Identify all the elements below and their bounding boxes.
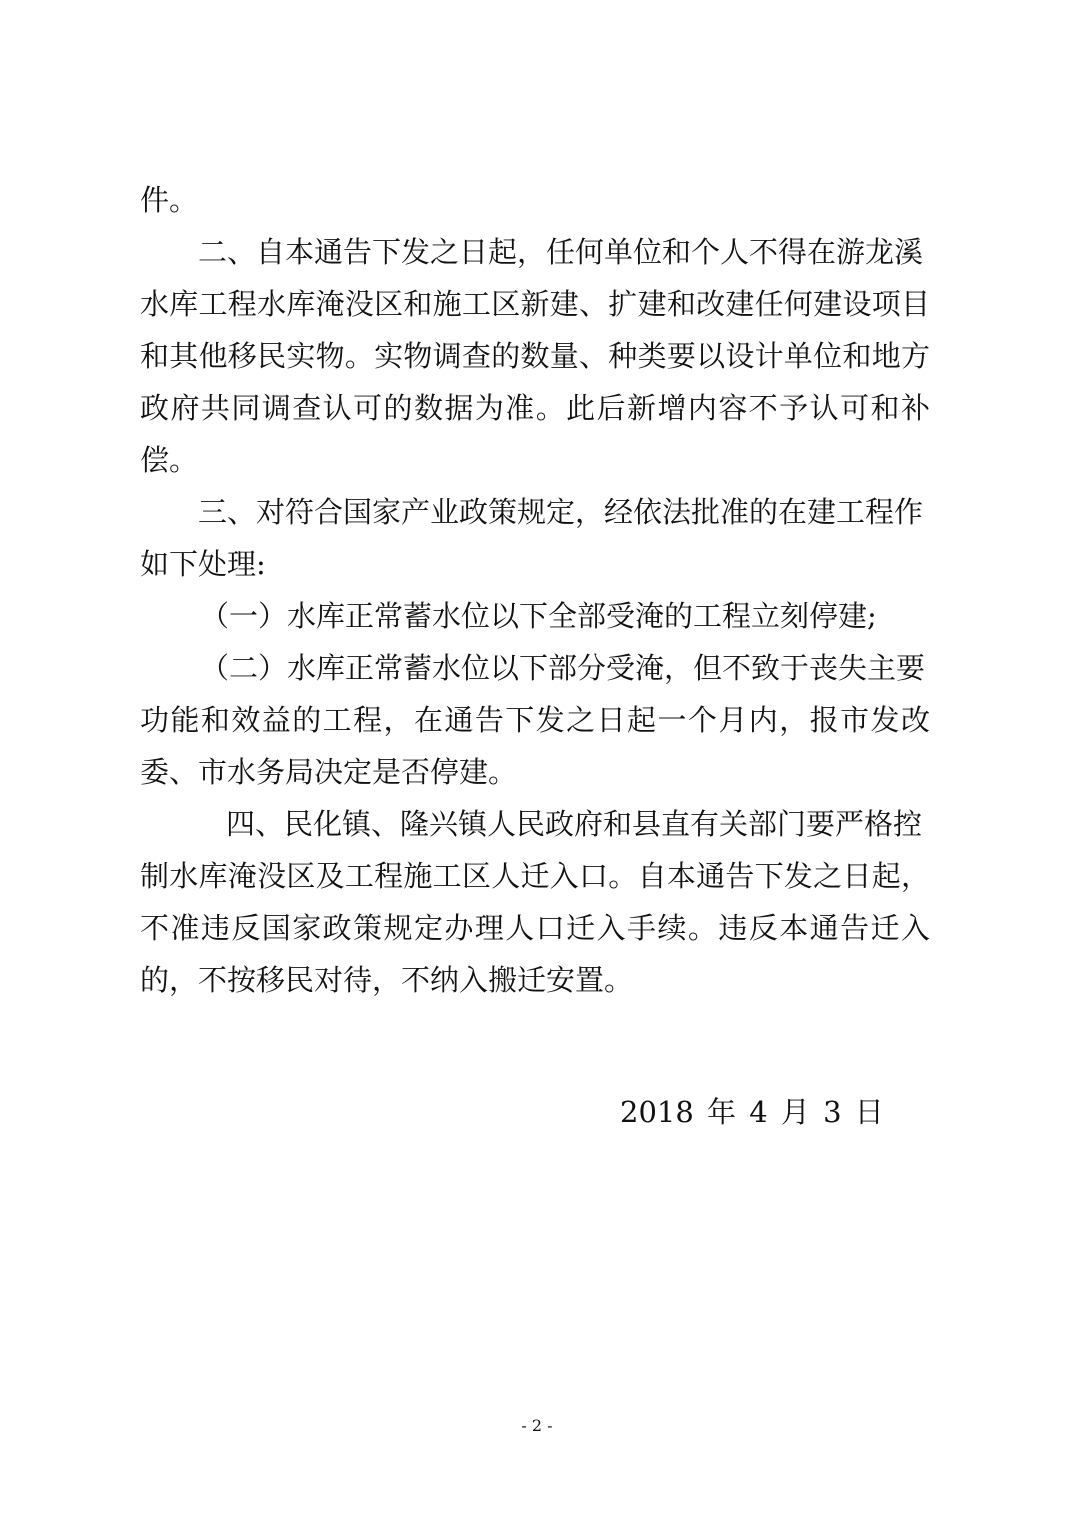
paragraph-6-line-1: 四、民化镇、隆兴镇人民政府和县直有关部门要严格控 xyxy=(226,807,923,841)
paragraph-5-line-2: 功能和效益的工程，在通告下发之日起一个月内，报市发改 xyxy=(140,703,930,737)
paragraph-2-line-5: 偿。 xyxy=(140,443,199,477)
paragraph-3-line-1: 三、对符合国家产业政策规定，经依法批准的在建工程作 xyxy=(198,495,924,529)
paragraph-6-line-2: 制水库淹没区及工程施工区人迁入口。自本通告下发之日起， xyxy=(140,859,930,893)
paragraph-2-line-4: 政府共同调查认可的数据为准。此后新增内容不予认可和补 xyxy=(140,391,930,425)
paragraph-2-line-2: 水库工程水库淹没区和施工区新建、扩建和改建任何建设项目 xyxy=(140,287,930,321)
paragraph-6-line-4: 的，不按移民对待，不纳入搬迁安置。 xyxy=(140,963,634,997)
page-number: - 2 - xyxy=(521,1416,553,1435)
document-date: 2018 年 4 月 3 日 xyxy=(620,1095,884,1129)
paragraph-2-line-3: 和其他移民实物。实物调查的数量、种类要以设计单位和地方 xyxy=(140,339,930,373)
paragraph-6-line-3: 不准违反国家政策规定办理人口迁入手续。违反本通告迁入 xyxy=(140,911,930,945)
paragraph-3-line-2: 如下处理: xyxy=(140,547,266,581)
paragraph-5-line-3: 委、市水务局决定是否停建。 xyxy=(140,755,518,789)
paragraph-2-line-1: 二、自本通告下发之日起，任何单位和个人不得在游龙溪 xyxy=(198,235,924,269)
paragraph-1-line-1: 件。 xyxy=(140,183,199,217)
paragraph-5-line-1: （二）水库正常蓄水位以下部分受淹，但不致于丧失主要 xyxy=(200,651,926,685)
paragraph-4-line-1: （一）水库正常蓄水位以下全部受淹的工程立刻停建; xyxy=(200,599,877,633)
